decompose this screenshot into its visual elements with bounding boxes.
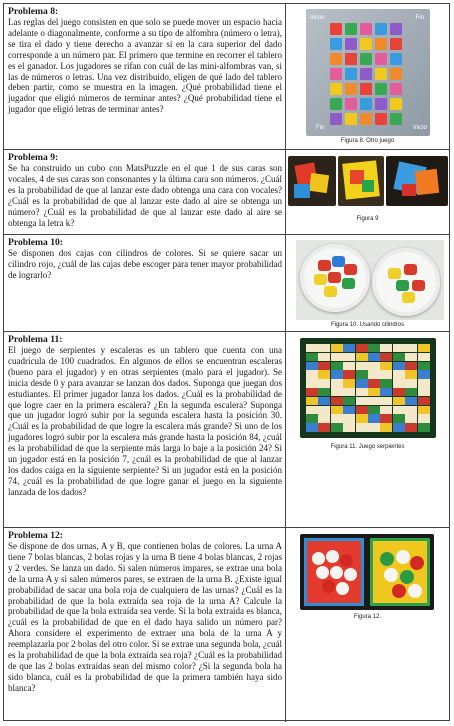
board-square: [331, 397, 343, 405]
board-square: [393, 362, 405, 370]
problem-12-body: Se dispone de dos urnas, A y B, que contienen bolas de colores. La urna A tiene 7 bolas blancas, 2 bolas rojas y la urna B tiene 4 bolas blancas, 2 rojas y 2 verdes. Se lanza un dado. Si salen números impares, se extrae una bola de la urna A y si salen números pares, se extraen de la urna B. ¿Existe igual probabilidad de sacar una bola roja de cualquiera de las urnas? ¿Cuál es la probabilidad de que la bola extraída sea roja de la urna A? Calcule la probabilidad de que la bola extraída sea verde. Si la bola extraída es blanca, ¿cuál es la probabilidad de que en el dado haya salido un número par? Ahora considere el experimento de extraer una bola de la urna A y reemplazarla por 2 bolas del otro color. Si se extrae una segunda bola, ¿cuál es la probabilidad de que la bola extraída sea roja? ¿Cuál es la probabilidad de que las 2 bolas extraídas sean del mismo color? ¿Si la segunda bola ha sido blanca, cuál es la probabilidad de que la primera también haya sido blanca?: [8, 541, 282, 693]
label-fin-top: Fin: [415, 15, 424, 21]
foam-tile: [390, 113, 402, 125]
board-square: [380, 423, 392, 431]
board-square: [393, 388, 405, 396]
board-square: [418, 353, 430, 361]
foam-tile: [330, 83, 342, 95]
board-square: [393, 379, 405, 387]
label-inicio-top: Inicio: [310, 15, 325, 21]
board-square: [331, 370, 343, 378]
board-square: [356, 362, 368, 370]
board-square: [318, 423, 330, 431]
foam-tile: [390, 38, 402, 50]
problem-11-body: El juego de serpientes y escaleras es un tablero que cuenta con una cuadrícula de 100 cuadrados. En algunos de ellos se encuentran escaleras (bueno para el jugador) y en otras serpientes (malo para el jugador). Se inicia desde 0 y para avanzar se lanzan dos dados. Suponga que juegan dos estudiantes. El primer jugador lanza los dados. ¿Cuál es la probabilidad de que logre caer en la primera escalera? ¿En la segunda escalera? Suponga que un jugador logró subir por la segunda escalera hasta la posición 30. ¿Cuál es la probabilidad de que logre la escalera más grande? Si uno de los jugadores logró subir por la escalera más grande hasta la posición 84, ¿cuál es la probabilidad de que la serpiente más larga lo baje a la posición 24? Si un jugador está en la posición 7, ¿cuál es la probabilidad de que al lanzar los dados caiga en la siguiente serpiente? Si un jugador está en la posición 74, ¿cuál es la probabilidad de que logre ganar el juego en la siguiente lanzada de los dados?: [8, 345, 282, 497]
board-square: [356, 423, 368, 431]
board-square: [306, 362, 318, 370]
board-square: [356, 344, 368, 352]
board-square: [306, 397, 318, 405]
board-square: [306, 344, 318, 352]
board-square: [380, 388, 392, 396]
board-square: [368, 362, 380, 370]
board-square: [343, 388, 355, 396]
cylinders-photo: [296, 240, 444, 320]
foam-tile: [345, 38, 357, 50]
foam-tile: [390, 53, 402, 65]
problem-11-figure-cell: [286, 332, 449, 527]
board-square: [368, 379, 380, 387]
board-square: [380, 353, 392, 361]
board-square: [368, 388, 380, 396]
foam-tile: [345, 68, 357, 80]
board-square: [405, 362, 417, 370]
board-square: [318, 406, 330, 414]
board-square: [418, 362, 430, 370]
problem-10-title: Problema 10:: [8, 237, 63, 248]
problem-10-body: Se disponen dos cajas con cilindros de colores. Si se quiere sacar un cilindro rojo, ¿cuál de las cajas debe escoger para tener mayor probabilidad de lograrlo?: [8, 248, 282, 280]
board-square: [318, 344, 330, 352]
problem-10-caption: Figura 10. Usando cilindros: [330, 322, 405, 328]
board-square: [418, 397, 430, 405]
foam-tile: [330, 68, 342, 80]
cube-photo-3: [386, 156, 448, 206]
foam-tile: [390, 98, 402, 110]
foam-tile: [375, 53, 387, 65]
foam-tile: [360, 113, 372, 125]
board-square: [368, 414, 380, 422]
problem-10-text-cell: [4, 235, 286, 331]
board-square: [331, 423, 343, 431]
problem-9-title: Problema 9:: [8, 152, 59, 163]
board-square: [380, 370, 392, 378]
problem-11-title: Problema 11:: [8, 334, 63, 345]
cube-photo-2: [338, 156, 384, 206]
foam-tile: [360, 23, 372, 35]
problem-11-caption: Figura 11. Juego serpientes: [330, 444, 405, 450]
board-square: [331, 344, 343, 352]
foam-tile: [345, 83, 357, 95]
board-square: [380, 406, 392, 414]
board-square: [418, 388, 430, 396]
foam-tile: [330, 113, 342, 125]
foam-tile: [360, 83, 372, 95]
foam-tile: [360, 53, 372, 65]
foam-tile: [360, 98, 372, 110]
foam-tile: [375, 83, 387, 95]
problem-9-text-cell: [4, 150, 286, 234]
board-square: [356, 414, 368, 422]
problem-8-body: Las reglas del juego consisten en que solo se puede mover un espacio hacia adelante o diagonalmente, conforme a su tipo de alfombra (número o letra), se tira el dado y tiene derecho a avanzar si en la cara superior del dado corresponde a un número par. El primero que termine en recorrer el tablero es el ganador. Los jugadores se rifan con cuál de las mini-alfombras van, si las de números o letras. Una vez distribuido, eligen de qué lado del tablero deben partir, como se muestra en la imagen. ¿Qué probabilidad tiene el jugador que eligió números de terminar antes? ¿Qué probabilidad tiene el jugador que eligió letras de terminar antes?: [8, 17, 282, 115]
board-square: [418, 370, 430, 378]
board-square: [405, 353, 417, 361]
board-square: [368, 344, 380, 352]
board-square: [356, 388, 368, 396]
board-square: [343, 353, 355, 361]
foam-tile: [345, 98, 357, 110]
board-square: [331, 388, 343, 396]
board-square: [393, 406, 405, 414]
foam-tile: [330, 38, 342, 50]
foam-tile: [390, 83, 402, 95]
board-square: [318, 353, 330, 361]
board-square: [405, 370, 417, 378]
board-square: [318, 388, 330, 396]
board-square: [343, 344, 355, 352]
foam-mat-board-photo: [306, 9, 430, 136]
board-square: [331, 362, 343, 370]
board-square: [318, 397, 330, 405]
board-square: [343, 406, 355, 414]
foam-tile: [360, 68, 372, 80]
board-square: [393, 414, 405, 422]
board-square: [356, 397, 368, 405]
board-square: [318, 414, 330, 422]
problem-12-text-cell: [4, 528, 286, 722]
board-square: [393, 370, 405, 378]
board-square: [418, 423, 430, 431]
foam-tile: [390, 23, 402, 35]
board-square: [405, 423, 417, 431]
board-square: [343, 362, 355, 370]
foam-tile: [375, 38, 387, 50]
problem-12-row: [4, 528, 449, 722]
board-square: [318, 370, 330, 378]
problem-8-title: Problema 8:: [8, 6, 59, 17]
problem-9-row: [4, 150, 449, 235]
problem-9-caption: Figura 9: [356, 216, 379, 222]
board-square: [368, 406, 380, 414]
problem-8-row: [4, 4, 449, 150]
foam-tile: [360, 38, 372, 50]
board-square: [368, 397, 380, 405]
foam-tile: [375, 98, 387, 110]
board-square: [306, 423, 318, 431]
board-square: [380, 414, 392, 422]
board-square: [405, 414, 417, 422]
board-square: [331, 406, 343, 414]
board-square: [306, 379, 318, 387]
board-square: [393, 397, 405, 405]
snakes-ladders-board-photo: [300, 338, 436, 438]
board-square: [418, 379, 430, 387]
board-square: [393, 344, 405, 352]
board-square: [380, 362, 392, 370]
board-square: [343, 397, 355, 405]
problem-8-caption: Figura 8. Otro juego: [340, 138, 395, 144]
board-square: [343, 370, 355, 378]
board-square: [368, 353, 380, 361]
board-grid: [306, 344, 430, 432]
problem-12-caption: Figura 12.: [353, 614, 381, 620]
urns-photo: [300, 534, 434, 610]
foam-tile: [345, 53, 357, 65]
cube-photo-1: [288, 156, 336, 206]
board-square: [380, 379, 392, 387]
board-square: [356, 370, 368, 378]
label-fin-bottom: Fin: [316, 125, 325, 131]
board-square: [356, 406, 368, 414]
foam-tile: [345, 113, 357, 125]
board-square: [356, 379, 368, 387]
board-square: [306, 370, 318, 378]
board-square: [368, 370, 380, 378]
board-square: [393, 423, 405, 431]
foam-tile: [375, 23, 387, 35]
problem-10-row: [4, 235, 449, 332]
problem-12-figure-cell: [286, 528, 449, 722]
board-square: [343, 379, 355, 387]
problem-8-figure-cell: [286, 4, 449, 149]
board-square: [343, 414, 355, 422]
foam-tile: [375, 68, 387, 80]
board-square: [306, 414, 318, 422]
board-square: [356, 353, 368, 361]
board-square: [331, 414, 343, 422]
problem-9-figure-cell: [286, 150, 449, 234]
foam-tile: [330, 23, 342, 35]
foam-tile: [375, 113, 387, 125]
board-square: [405, 379, 417, 387]
board-square: [418, 406, 430, 414]
board-square: [306, 406, 318, 414]
board-square: [368, 423, 380, 431]
label-inicio-bottom: Inicio: [412, 125, 427, 131]
board-square: [418, 344, 430, 352]
problem-8-text-cell: [4, 4, 286, 149]
board-square: [331, 353, 343, 361]
board-square: [405, 406, 417, 414]
board-square: [306, 388, 318, 396]
board-square: [331, 379, 343, 387]
foam-tile: [390, 68, 402, 80]
problem-12-title: Problema 12:: [8, 530, 63, 541]
board-square: [418, 414, 430, 422]
board-square: [318, 379, 330, 387]
board-square: [380, 397, 392, 405]
board-square: [405, 397, 417, 405]
board-square: [306, 353, 318, 361]
problem-10-figure-cell: [286, 235, 449, 331]
foam-tile: [345, 23, 357, 35]
problem-11-text-cell: [4, 332, 286, 527]
board-square: [318, 362, 330, 370]
board-square: [393, 353, 405, 361]
problems-table: [3, 3, 450, 721]
problem-9-body: Se ha construido un cubo con MatsPuzzle en el que 1 de sus caras son vocales, 4 de sus caras son consonantes y la última cara son números. ¿Cuál es la probabilidad de que al lanzar este dado obtenga una cara con vocales? ¿Cuál es la probabilidad de que al lanzar este dado al aire se obtenga un número? ¿Cuál es la probabilidad de que al lanzar este dado al aire se obtenga la letra k?: [8, 163, 282, 228]
board-square: [380, 344, 392, 352]
problem-11-row: [4, 332, 449, 528]
board-square: [405, 344, 417, 352]
board-square: [405, 388, 417, 396]
board-square: [343, 423, 355, 431]
foam-tile: [330, 98, 342, 110]
foam-tile: [330, 53, 342, 65]
